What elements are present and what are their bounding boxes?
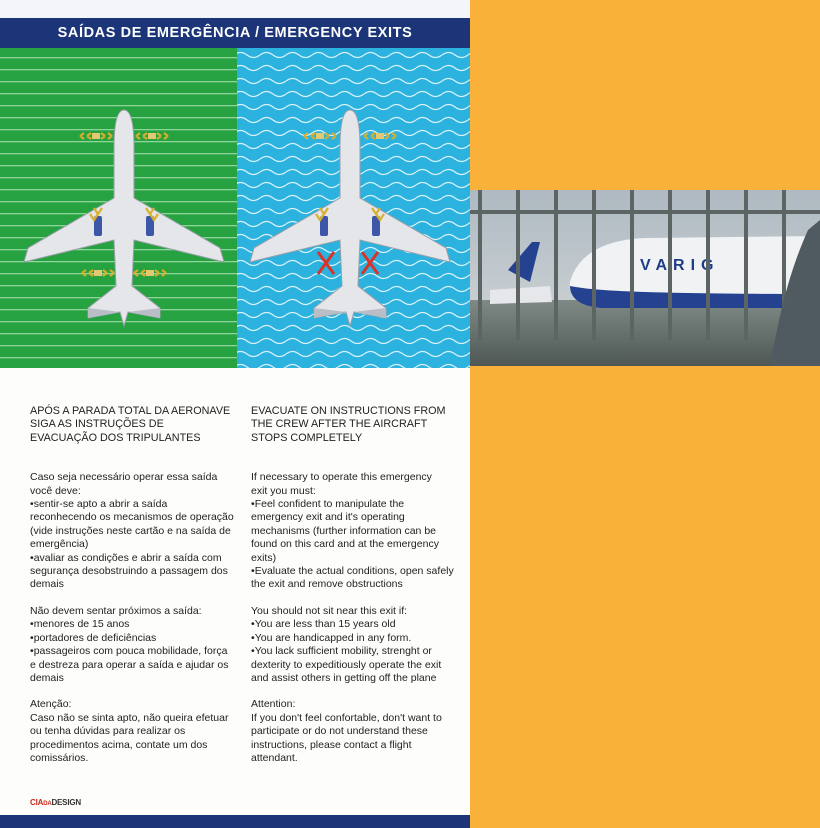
attention-en: Attention: If you don't feel confortable, don't want to participate or do not understand these instructions, please contact a flight attendant. — [251, 698, 442, 764]
list-item: • portadores de deficiências — [30, 632, 235, 645]
restrictions-pt: Não devem sentar próximos a saída: • menores de 15 anos • portadores de deficiências • passageiros com pouca mobilidade, força e destreza para operar a saída e ajudar os demais — [30, 605, 235, 685]
airport-window-photo — [470, 190, 820, 366]
list-item: • passageiros com pouca mobilidade, força e destreza para operar a saída e ajudar os demais — [30, 645, 235, 685]
list-item: • You are handicapped in any form. — [251, 632, 456, 645]
list-item: • You lack sufficient mobility, strenght or dexterity to expeditiously operate the exit and assist others in getting off the plane — [251, 645, 456, 685]
requirements-en: If necessary to operate this emergency exit you must: • Feel confident to manipulate the emergency exit and it's operating mechanisms (further information can be found on this card and at the emergency exits) • Evaluate the actual conditions, open safely the exit and remove obstructions — [251, 471, 456, 592]
restrictions-en: You should not sit near this exit if: • You are less than 15 years old • You are handicapped in any form. • You lack sufficient mobility, strenght or dexterity to expeditiously operate the exit and assist others in getting off the plane — [251, 605, 456, 685]
heading-en: EVACUATE ON INSTRUCTIONS FROM THE CREW AFTER THE AIRCRAFT STOPS COMPLETELY — [251, 405, 446, 444]
heading-pt: APÓS A PARADA TOTAL DA AERONAVE SIGA AS INSTRUÇÕES DE EVACUAÇÃO DOS TRIPULANTES — [30, 405, 231, 444]
list-item: • sentir-se apto a abrir a saída reconhecendo os mecanismos de operação (vide instruções neste cartão e na saída de emergência) — [30, 498, 235, 552]
designer-logo: CIADADESIGN — [30, 798, 81, 807]
list-item: • menores de 15 anos — [30, 618, 235, 631]
english-instructions — [251, 405, 456, 765]
orange-panel — [470, 0, 820, 828]
list — [30, 498, 235, 592]
list-item: • Feel confident to manipulate the emergency exit and it's operating mechanisms (further information can be found on this card and at the emergency exits) — [251, 498, 456, 565]
portuguese-instructions — [30, 405, 235, 765]
list-item: • avaliar as condições e abrir a saída com segurança desobstruindo a passagem dos demais — [30, 552, 235, 592]
airline-livery-text: VARIG — [640, 257, 720, 274]
list-item: • You are less than 15 years old — [251, 618, 456, 631]
attention-pt: Atenção: Caso não se sinta apto, não queira efetuar ou tenha dúvidas para realizar os procedimentos acima, contate um dos comissários. — [30, 698, 229, 764]
list — [30, 618, 235, 685]
bottom-strip — [0, 815, 470, 828]
list — [251, 618, 456, 685]
list-item: • Evaluate the actual conditions, open safely the exit and remove obstructions — [251, 565, 456, 592]
exit-illustrations — [0, 48, 470, 368]
top-strip — [0, 0, 470, 18]
requirements-pt: Caso seja necessário operar essa saída você deve: • sentir-se apto a abrir a saída reconhecendo os mecanismos de operação (vide instruções neste cartão e na saída de emergência) • avaliar as condições e abrir a saída com segurança desobstruindo a passagem dos demais — [30, 471, 235, 592]
list — [251, 498, 456, 592]
page-title: SAÍDAS DE EMERGÊNCIA / EMERGENCY EXITS — [0, 18, 470, 48]
